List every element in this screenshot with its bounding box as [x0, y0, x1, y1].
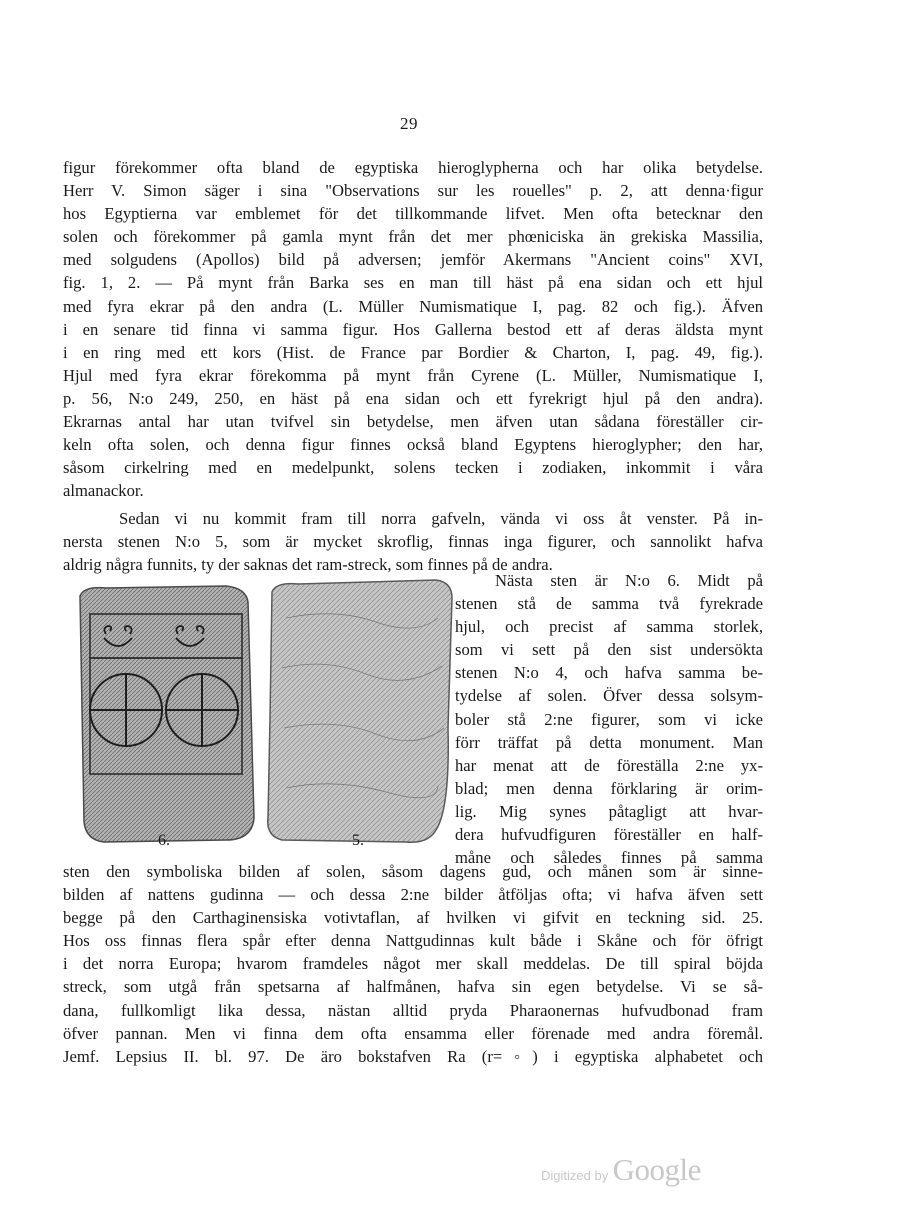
text-line: har menat att de föreställa 2:ne yx-	[455, 755, 763, 775]
paragraph-3-wrapped	[455, 569, 763, 869]
text-line: förr träffat på detta monument. Man	[455, 732, 763, 752]
text-line: figur förekommer ofta bland de egyptiska hieroglypherna och har olika betydelse.	[63, 158, 763, 177]
text-line: lig. Mig synes påtagligt att hvar-	[455, 801, 763, 821]
text-line: med fyra ekrar på den andra (L. Müller Numismatique I, pag. 82 och fig.). Äfven	[63, 296, 763, 316]
text-line: stenen N:o 4, och hafva samma be-	[455, 663, 763, 683]
page-number: 29	[400, 114, 418, 133]
text-line: i en senare tid finna vi samma figur. Hos Gallerna bestod ett af deras äldsta mynt	[63, 319, 763, 339]
text-line: solen och förekommer på gamla mynt från det mer phœniciska än grekiska Massilia,	[63, 227, 763, 247]
stone-engraving-figure	[76, 578, 454, 858]
figure-label-6: 6.	[158, 832, 170, 849]
text-line: dera hufvudfiguren föreställer en half-	[455, 825, 763, 845]
stone-6	[80, 586, 254, 842]
text-line: bilden af nattens gudinna — och dessa 2:ne bilder åtföljas ofta; vi hafva äfven sett	[63, 885, 763, 905]
text-line: tydelse af solen. Öfver dessa solsym-	[455, 686, 763, 706]
text-line: nersta stenen N:o 5, som är mycket skroflig, finnas inga figurer, och sannolikt hafva	[63, 532, 763, 552]
text-line: Ekrarnas antal har utan tvifvel sin betydelse, men äfven utan sådana föreställer cir-	[63, 412, 763, 432]
text-line: p. 56, N:o 249, 250, en häst på ena sidan och ett fyrekrigt hjul på den andra).	[63, 388, 763, 408]
text-line: hjul, och precist af samma storlek,	[455, 617, 763, 637]
text-line: Jemf. Lepsius II. bl. 97. De äro bokstafven Ra (r=◦) i egyptiska alphabetet och	[63, 1046, 763, 1066]
text-line: Hos oss finnas flera spår efter denna Nattgudinnas kult både i Skåne och för öfrigt	[63, 931, 763, 951]
text-line: stenen stå de samma två fyrekrade	[455, 594, 763, 614]
text-line: i en ring med ett kors (Hist. de France par Bordier & Charton, I, pag. 49, fig.).	[63, 342, 763, 362]
stone-illustration	[76, 578, 454, 858]
stone-5	[268, 580, 452, 842]
text-line: måne och således finnes på samma	[455, 848, 763, 868]
text-line: öfver pannan. Men vi finna dem ofta ensamma eller förenade med andra föremål.	[63, 1023, 763, 1043]
text-line: hos Egyptierna var emblemet för det tillkommande lifvet. Men ofta betecknar den	[63, 204, 763, 224]
text-line: fig. 1, 2. — På mynt från Barka ses en man till häst på ena sidan och ett hjul	[63, 273, 763, 293]
text-line: Herr V. Simon säger i sina "Observations sur les rouelles" p. 2, att denna·figur	[63, 181, 763, 201]
text-line: blad; men denna förklaring är orim-	[455, 778, 763, 798]
paragraph-1	[63, 156, 763, 502]
paragraph-2	[63, 507, 763, 576]
google-logo: Google	[612, 1152, 701, 1187]
text-line: keln ofta solen, och denna figur finnes också bland Egyptens hieroglypher; den har,	[63, 435, 763, 455]
digitized-by-google-watermark	[541, 1152, 701, 1188]
text-line: Nästa sten är N:o 6. Midt på	[495, 571, 763, 590]
text-line: i det norra Europa; hvarom framdeles något mer skall meddelas. De till spiral böjda	[63, 954, 763, 974]
text-line: såsom cirkelring med en medelpunkt, solens tecken i zodiaken, inkommit i våra	[63, 458, 763, 478]
text-line: almanackor.	[63, 481, 144, 501]
text-line: boler stå 2:ne figurer, som vi icke	[455, 709, 763, 729]
text-line: aldrig några funnits, ty der saknas det ram-streck, som finnes på de andra.	[63, 555, 553, 575]
figure-label-5: 5.	[352, 832, 364, 849]
text-line: som vi sett på den sist undersökta	[455, 640, 763, 660]
paragraph-3-continued	[63, 860, 763, 1068]
text-line: begge på den Carthaginensiska votivtaflan, af hvilken vi gifvit en teckning sid. 25.	[63, 908, 763, 928]
text-line: streck, som utgå från spetsarna af halfmånen, hafva sin egen betydelse. Vi se så-	[63, 977, 763, 997]
text-line: Sedan vi nu kommit fram till norra gafveln, vända vi oss åt venster. På in-	[119, 509, 763, 528]
text-line: sten den symboliska bilden af solen, såsom dagens gud, och månen som är sinne-	[63, 862, 763, 881]
text-line: dana, fullkomligt lika dessa, nästan alltid pryda Pharaonernas hufvudbonad fram	[63, 1000, 763, 1020]
watermark-prefix: Digitized by	[541, 1168, 609, 1183]
text-line: med solgudens (Apollos) bild på adversen; jemför Akermans "Ancient coins" XVI,	[63, 250, 763, 270]
text-line: Hjul med fyra ekrar förekomma på mynt från Cyrene (L. Müller, Numismatique I,	[63, 365, 763, 385]
